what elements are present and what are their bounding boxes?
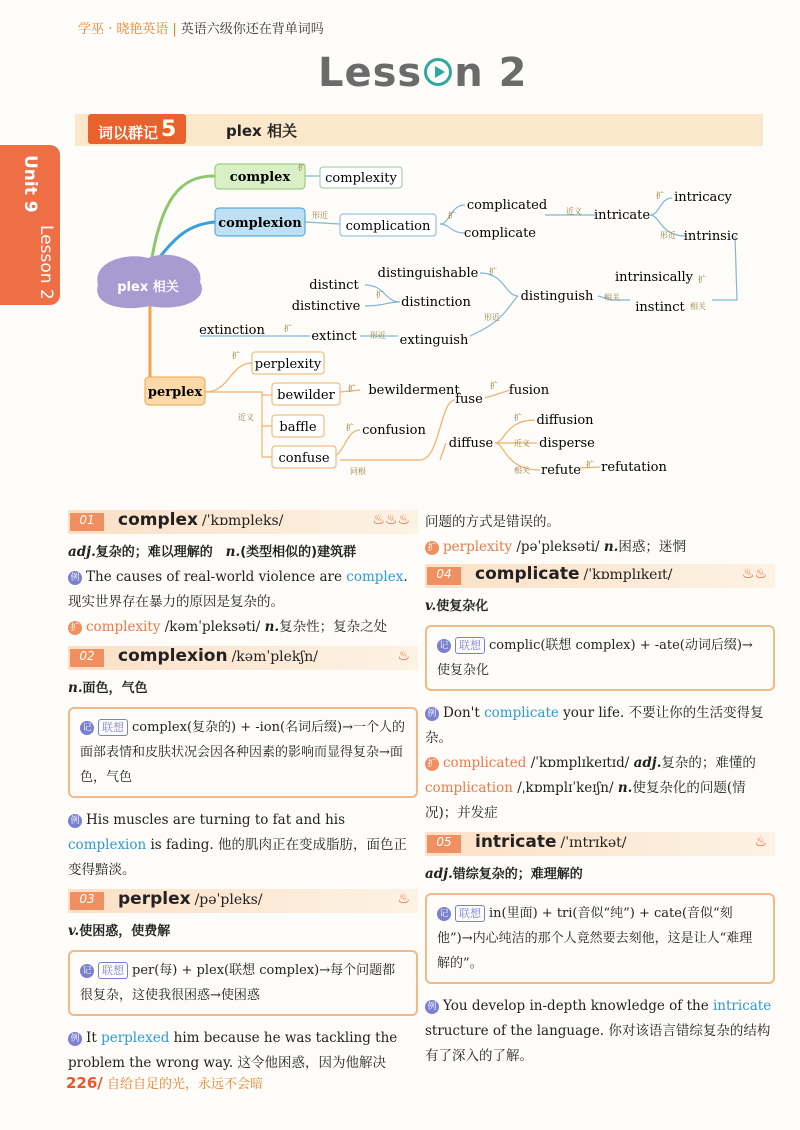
example-icon: 例 <box>68 814 82 828</box>
memory-label: 联想 <box>455 905 485 922</box>
rel-label: 相关 <box>690 302 706 311</box>
rel-label: 扩 <box>490 381 498 390</box>
rel-label: 扩 <box>698 275 706 284</box>
headword: complicate <box>475 564 580 584</box>
definition: v.使复杂化 <box>425 598 489 614</box>
frequency-flame-icon: ♨ <box>754 834 767 850</box>
example-icon: 例 <box>425 1000 439 1014</box>
entry-header <box>425 832 775 856</box>
node-instinct: instinct <box>635 300 685 315</box>
entry-number: 03 <box>70 892 104 910</box>
memory-tip: 记 联想 complic(联想 complex) + -ate(动词后缀)→使复杂化 <box>425 625 775 691</box>
rel-label: 近义 <box>514 439 530 448</box>
definition: v.使困惑，使费解 <box>68 923 171 939</box>
root-label: plex 相关 <box>117 280 179 295</box>
memory-label: 联想 <box>98 719 128 736</box>
link-intricacy <box>650 198 672 215</box>
entry-header <box>68 510 418 534</box>
section-tag <box>88 114 186 144</box>
node-intricacy: intricacy <box>674 190 732 205</box>
link-synonyms <box>205 392 272 457</box>
derivative: 扩 perplexity /pəˈpleksəti/ n.困惑；迷惘 <box>425 535 775 560</box>
entry-word <box>118 646 318 666</box>
node-distinguish: distinguish <box>520 289 594 304</box>
lesson-title <box>318 50 527 96</box>
node-diffusion: diffusion <box>536 413 594 428</box>
node-refute: refute <box>540 463 582 478</box>
memory-tip: 记 联想 per(每) + plex(联想 complex)→每个问题都很复杂，这使我很困惑→使困惑 <box>68 950 418 1016</box>
node-confusion: confusion <box>362 423 426 438</box>
phonetic: /pəˈpleks/ <box>194 892 263 908</box>
rel-label: 扩 <box>489 267 497 276</box>
definition: n.面色，气色 <box>68 680 148 696</box>
rel-label: 扩 <box>514 413 522 422</box>
node-fusion: fusion <box>508 383 550 398</box>
page-number: 226/ <box>66 1074 103 1092</box>
example: 例 You develop in-depth knowledge of the intricate structure of the language. 你对该语言错综复杂的结构有了深入的了解。 <box>425 998 772 1064</box>
lesson-title-suffix: n 2 <box>454 50 528 96</box>
node-intrinsically: intrinsically <box>614 270 694 285</box>
section-title: plex 相关 <box>226 122 297 140</box>
rel-label: 扩 <box>232 351 240 360</box>
page-header: 学巫 · 晓艳英语 | 英语六级你还在背单词吗 <box>78 22 324 37</box>
book-title: 英语六级你还在背单词吗 <box>180 22 324 37</box>
entry-number: 01 <box>70 513 104 531</box>
example: 例 It perplexed him because he was tackling the problem the wrong way. 这令他困惑，因为他解决 <box>68 1030 398 1071</box>
memory-label: 联想 <box>455 637 485 654</box>
frequency-flame-icon: ♨ <box>397 891 410 907</box>
node-bewilderment: bewilderment <box>368 383 460 398</box>
expand-icon: 扩 <box>425 757 439 771</box>
headword: perplex <box>118 889 191 909</box>
rel-label: 扩 <box>656 191 664 200</box>
link-perplexity <box>205 363 252 392</box>
node-perplexity: perplexity <box>254 357 322 372</box>
entry-word <box>118 889 263 909</box>
right-column <box>425 510 775 1069</box>
node-complicated: complicated <box>466 198 548 213</box>
rel-label: 相关 <box>514 466 530 475</box>
node-complication: complication <box>345 219 431 234</box>
link-diffuse <box>440 443 446 460</box>
derivative: 扩 complexity /kəmˈpleksəti/ n.复杂性；复杂之处 <box>68 615 418 640</box>
node-complexity: complexity <box>325 171 397 186</box>
link-distinctive <box>365 302 400 306</box>
memory-tip: 记 联想 in(里面) + tri(音似“纯”) + cate(音似“刻他”)→内心纯洁的那个人竟然要去刻他，这是让人“难理解的”。 <box>425 893 775 984</box>
memory-label: 联想 <box>98 962 128 979</box>
node-extinction: extinction <box>199 323 265 338</box>
footer-slogan: 自给自足的光，永远不会暗 <box>106 1077 263 1092</box>
mind-map <box>0 150 800 500</box>
rel-label: 相关 <box>604 293 620 302</box>
frequency-flame-icon: ♨ <box>397 648 410 664</box>
example-translation: 现实世界存在暴力的原因是复杂的。 <box>68 594 284 610</box>
rel-label: 扩 <box>298 163 306 172</box>
link-distinguishable <box>480 273 518 296</box>
left-column <box>68 510 418 1076</box>
node-fuse: fuse <box>455 392 483 407</box>
phonetic: /kəmˈplekʃn/ <box>231 649 318 665</box>
rel-label: 形近 <box>660 231 676 240</box>
memory-tip: 记 联想 complex(复杂的) + -ion(名词后缀)→一个人的面部表情和皮肤状况会因各种因素的影响而显得复杂→面色，气色 <box>68 707 418 798</box>
expand-icon: 扩 <box>68 621 82 635</box>
headword: intricate <box>475 832 557 852</box>
headword: complexion <box>118 646 228 666</box>
rel-label: 同根 <box>350 467 366 476</box>
frequency-flame-icon: ♨♨♨ <box>372 512 410 528</box>
entry-header <box>68 889 418 913</box>
node-confuse: confuse <box>278 451 330 466</box>
entry-header <box>68 646 418 670</box>
rel-label: 形近 <box>312 211 328 220</box>
entry-number: 04 <box>427 567 461 585</box>
example-icon: 例 <box>68 1032 82 1046</box>
rel-label: 扩 <box>346 423 354 432</box>
derivative: 扩 complicated /ˈkɒmplɪkeɪtɪd/ adj.复杂的；难懂的 <box>425 751 775 776</box>
rel-label: 扩 <box>448 211 456 220</box>
rel-label: 近义 <box>566 207 582 216</box>
memory-icon: 记 <box>437 907 451 921</box>
root-node <box>97 255 202 308</box>
definition: adj.复杂的；难以理解的 n.(类型相似的)建筑群 <box>68 544 357 560</box>
node-distinction: distinction <box>401 295 471 310</box>
node-extinguish: extinguish <box>399 333 469 348</box>
section-tag-label: 词以群记 <box>98 124 159 142</box>
section-tag-number: 5 <box>161 117 177 142</box>
lesson-label: Lesson 2 <box>36 225 56 300</box>
expand-icon: 扩 <box>425 541 439 555</box>
example-icon: 例 <box>68 571 82 585</box>
node-disperse: disperse <box>539 436 595 451</box>
example: 例 His muscles are turning to fat and his complexion is fading. 他的肌肉正在变成脂肪，面色正变得黯淡。 <box>68 812 407 878</box>
phonetic: /ˈkɒmplɪkeɪt/ <box>583 567 673 583</box>
node-baffle: baffle <box>279 420 317 435</box>
entry-header <box>425 564 775 588</box>
node-complex: complex <box>229 170 291 185</box>
example: 例 Don't complicate your life. 不要让你的生活变得复杂。 <box>425 705 764 746</box>
phonetic: /ˈkɒmpleks/ <box>201 513 284 529</box>
memory-icon: 记 <box>80 721 94 735</box>
node-intrinsic: intrinsic <box>683 229 739 244</box>
phonetic: /ˈɪntrɪkət/ <box>560 835 627 851</box>
rel-label: 扩 <box>284 324 292 333</box>
example: 例 The causes of real-world violence are complex. <box>68 565 418 590</box>
rel-label: 扩 <box>348 384 356 393</box>
node-distinguishable: distinguishable <box>377 266 479 281</box>
node-complicate: complicate <box>463 226 537 241</box>
example-continued: 问题的方式是错误的。 <box>425 514 560 530</box>
entry-number: 02 <box>70 649 104 667</box>
node-bewilder: bewilder <box>277 388 335 403</box>
brand: 学巫 · 晓艳英语 <box>78 22 169 37</box>
example-icon: 例 <box>425 707 439 721</box>
node-distinctive: distinctive <box>291 299 361 314</box>
entry-word <box>475 832 626 852</box>
memory-icon: 记 <box>437 639 451 653</box>
rel-label: 形近 <box>370 331 386 340</box>
node-extinct: extinct <box>311 329 357 344</box>
node-complexion: complexion <box>218 216 302 231</box>
link-complication <box>305 222 340 224</box>
node-perplex: perplex <box>147 385 203 400</box>
link-complicate <box>440 224 465 233</box>
node-distinct: distinct <box>309 278 359 293</box>
lesson-title-prefix: Less <box>318 50 423 96</box>
node-intricate: intricate <box>593 208 651 223</box>
derivative: complication /ˌkɒmplɪˈkeɪʃn/ n.使复杂化的问题(情况)；并发症 <box>425 780 746 821</box>
rel-label: 近义 <box>238 413 254 422</box>
unit-label: Unit 9 <box>20 155 40 213</box>
entry-word <box>475 564 672 584</box>
play-icon[interactable] <box>424 58 452 86</box>
definition: adj.错综复杂的；难理解的 <box>425 866 583 882</box>
entry-number: 05 <box>427 835 461 853</box>
rel-label: 扩 <box>376 290 384 299</box>
entry-word <box>118 510 283 530</box>
rel-label: 形近 <box>484 313 500 322</box>
node-refutation: refutation <box>601 460 667 475</box>
node-diffuse: diffuse <box>448 436 494 451</box>
page-footer <box>66 1073 263 1092</box>
rel-label: 扩 <box>586 460 594 469</box>
memory-icon: 记 <box>80 964 94 978</box>
link-fusion <box>485 390 510 398</box>
link-instinct <box>712 236 737 300</box>
headword: complex <box>118 510 198 530</box>
frequency-flame-icon: ♨♨ <box>741 566 767 582</box>
